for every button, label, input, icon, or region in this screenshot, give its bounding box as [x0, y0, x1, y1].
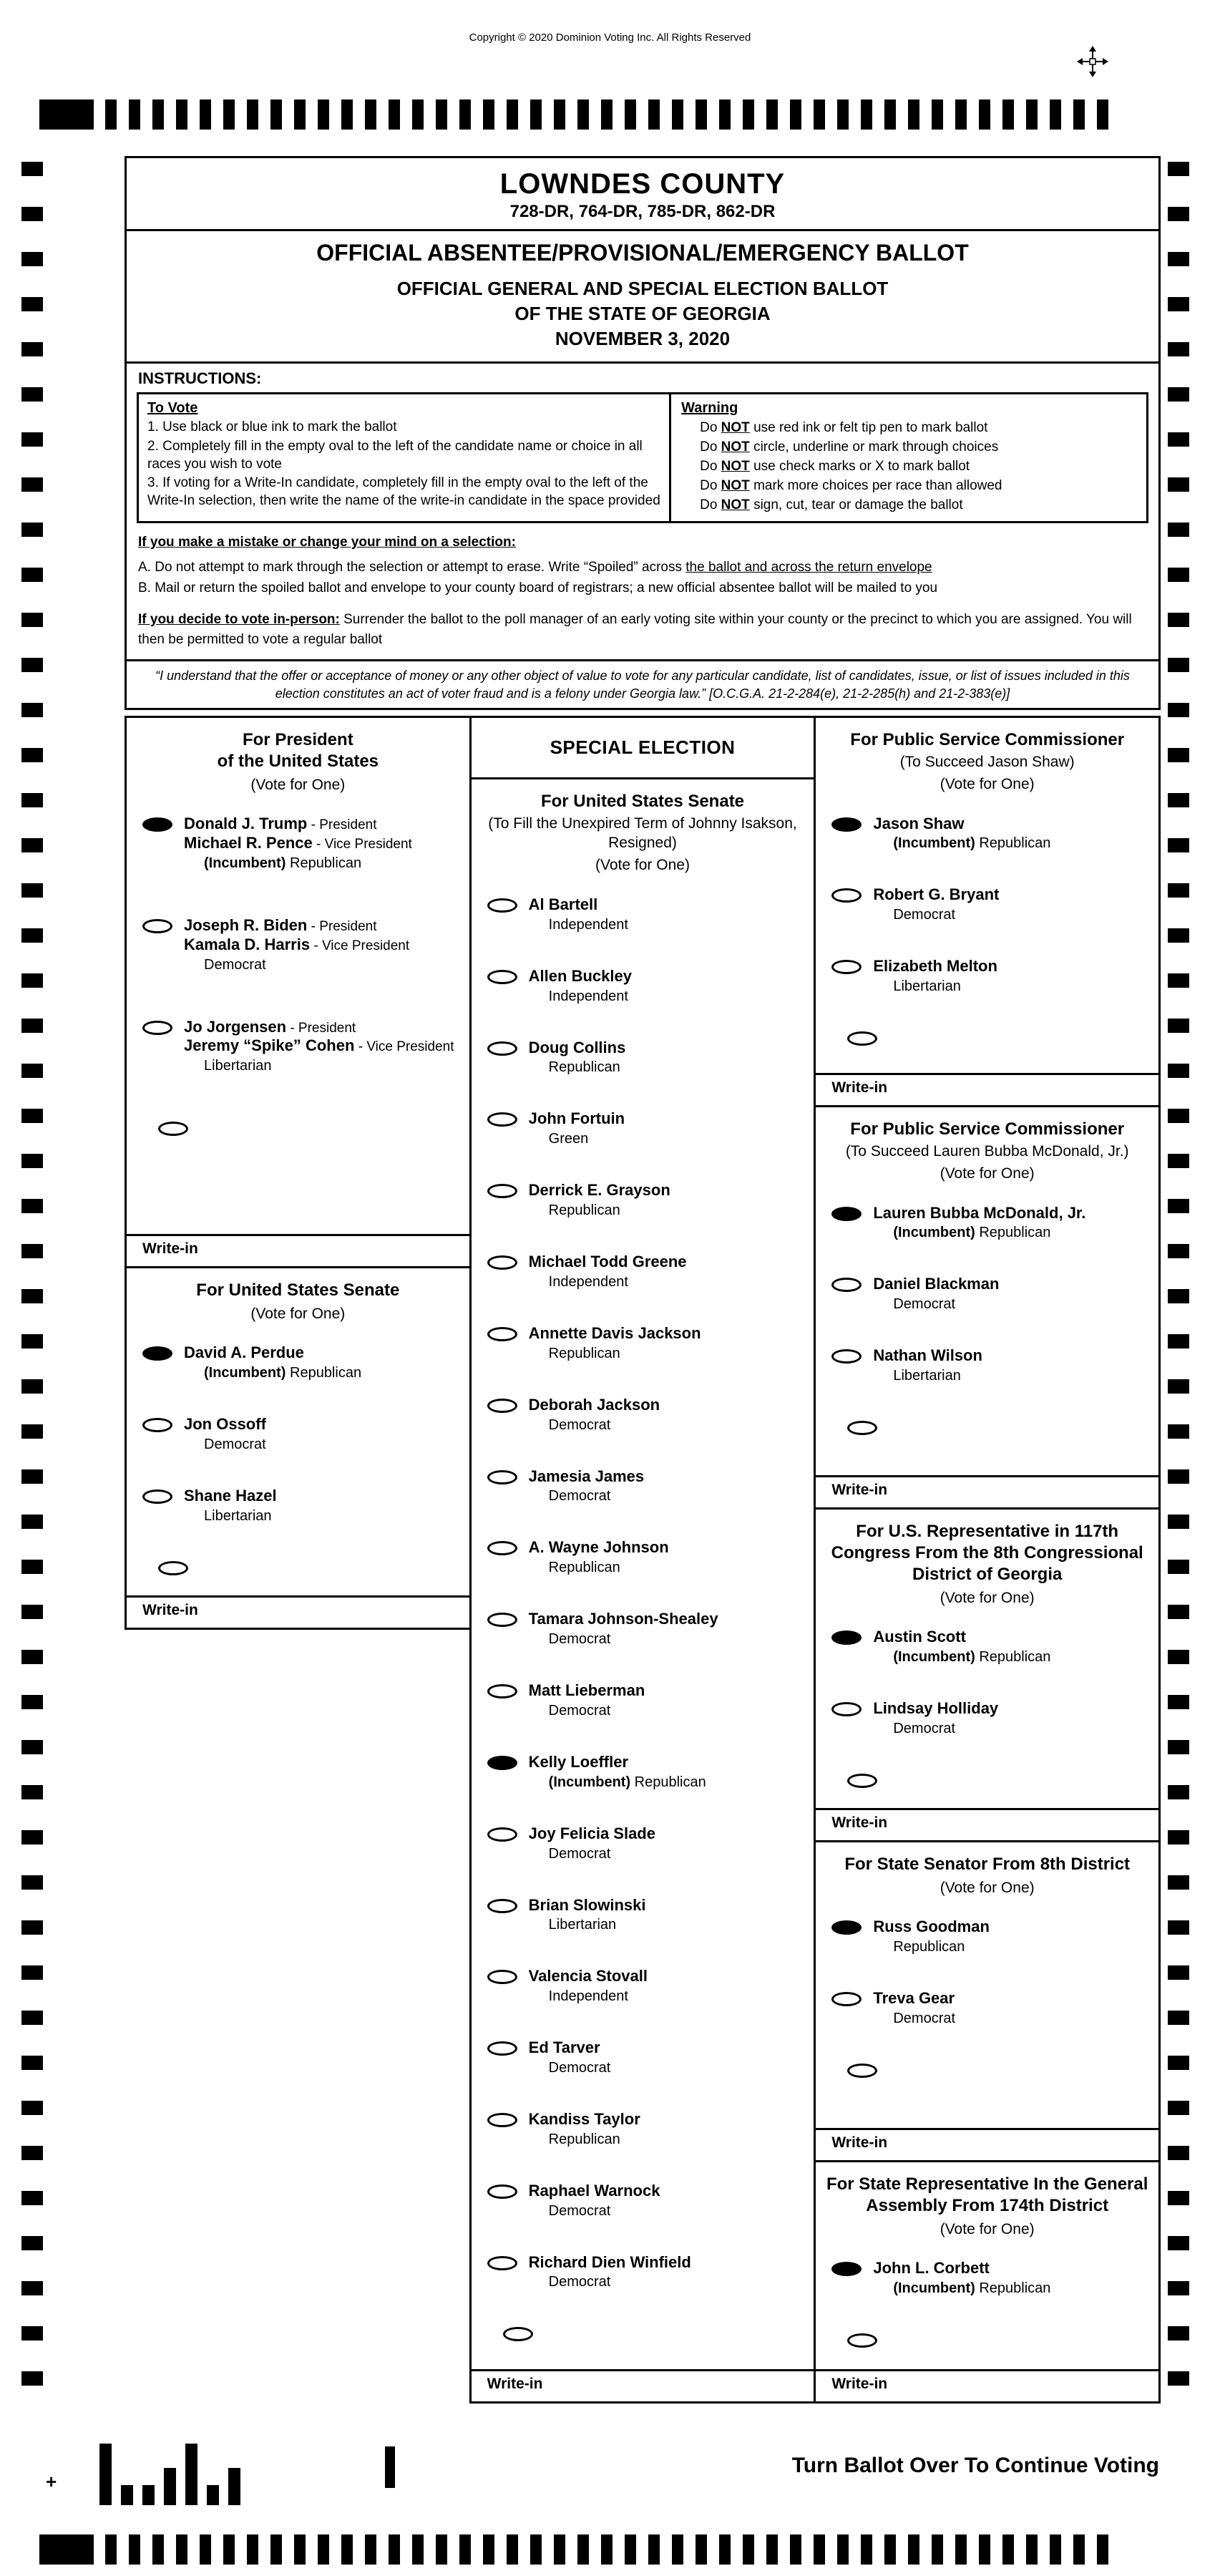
candidate-name: Joy Felicia Slade	[528, 1824, 655, 1842]
candidate-oval[interactable]	[142, 1346, 172, 1361]
warning-column	[671, 394, 1146, 521]
candidate-name: Jo Jorgensen	[184, 1017, 287, 1036]
incumbent-label: (Incumbent)	[893, 1649, 975, 1666]
candidate-name: Annette Davis Jackson	[528, 1323, 701, 1342]
warning-prefix: Do	[700, 497, 718, 513]
to-vote-item: 3. If voting for a Write-In candidate, completely fill in the empty oval to the left of the Write-In selection, then write the name of the write-in candidate in the space provided	[147, 475, 660, 509]
mistake-instructions	[138, 535, 1147, 598]
candidate-oval[interactable]	[831, 888, 862, 903]
write-in-oval[interactable]	[847, 1031, 877, 1046]
race-special-us-senate	[469, 716, 816, 2404]
candidate-party: Democrat	[204, 956, 266, 973]
race-title: For State Senator From 8th District	[844, 1854, 1131, 1874]
candidate-party: Republican	[979, 835, 1051, 852]
candidate-row	[831, 1989, 1148, 2027]
contest-column-1	[125, 716, 472, 1630]
candidate-party: Independent	[548, 1273, 628, 1290]
candidate-name: Doug Collins	[528, 1038, 626, 1056]
running-mate-office-suffix: - Vice President	[310, 938, 410, 953]
vote-for-instruction: (Vote for One)	[250, 1305, 346, 1322]
candidate-oval[interactable]	[487, 1041, 517, 1056]
race-state-senator	[814, 1840, 1161, 2162]
candidate-row	[487, 1538, 804, 1576]
race-title: For U.S. Representative in 117th Congress From the 8th Congressional District of Georgia	[831, 1521, 1143, 1584]
candidate-name: John L. Corbett	[873, 2259, 990, 2278]
candidate-name: Tamara Johnson-Shealey	[528, 1610, 718, 1628]
candidate-row	[487, 1253, 804, 1291]
candidate-party: Democrat	[893, 1720, 956, 1736]
candidate-row	[487, 1467, 804, 1505]
candidate-name: Treva Gear	[873, 1989, 955, 2008]
race-subtitle: (To Succeed Jason Shaw)	[899, 753, 1075, 770]
candidate-oval[interactable]	[487, 898, 517, 913]
candidate-oval[interactable]	[831, 1349, 862, 1364]
candidate-oval[interactable]	[142, 1021, 172, 1035]
write-in-row	[142, 1558, 459, 1575]
write-in-oval[interactable]	[158, 1561, 188, 1575]
write-in-oval[interactable]	[158, 1122, 188, 1136]
candidate-row	[487, 2038, 804, 2076]
timing-block-top-left	[39, 99, 94, 130]
warning-text: use check marks or X to mark ballot	[753, 459, 970, 475]
county-name: LOWNDES COUNTY	[499, 168, 786, 200]
running-mate-name: Kamala D. Harris	[184, 935, 311, 953]
candidate-oval[interactable]	[487, 1255, 517, 1270]
candidate-party: Republican	[290, 855, 362, 871]
warning-text: mark more choices per race than allowed	[753, 478, 1002, 494]
sequence-mark	[385, 2446, 395, 2488]
candidate-row	[831, 815, 1148, 852]
candidate-party: Libertarian	[548, 1917, 617, 1933]
race-title: For Public Service Commissioner	[850, 729, 1125, 749]
candidate-name: Allen Buckley	[528, 966, 632, 985]
candidate-name: Raphael Warnock	[528, 2181, 660, 2200]
candidate-name: Valencia Stovall	[528, 1967, 648, 1986]
candidate-oval[interactable]	[487, 1684, 517, 1698]
candidate-name: Lauren Bubba McDonald, Jr.	[873, 1203, 1086, 1222]
candidate-oval[interactable]	[487, 2113, 517, 2127]
candidate-party: Democrat	[548, 1416, 611, 1433]
candidate-party: Republican	[548, 1345, 620, 1361]
timing-marks-left	[21, 162, 43, 2396]
header-divider	[127, 229, 1158, 231]
warning-not: NOT	[721, 420, 750, 436]
incumbent-label: (Incumbent)	[204, 855, 286, 871]
in-person-instructions	[138, 610, 1147, 649]
candidate-name: Al Bartell	[528, 895, 598, 913]
candidate-oval[interactable]	[831, 1278, 862, 1292]
candidate-party: Democrat	[548, 2059, 611, 2076]
candidate-row	[487, 1396, 804, 1434]
candidate-party: Republican	[979, 1225, 1051, 1241]
warning-item	[681, 438, 1136, 457]
warning-not: NOT	[721, 439, 750, 455]
candidate-row	[831, 1628, 1148, 1666]
candidate-party: Libertarian	[893, 978, 961, 995]
in-person-title: If you decide to vote in-person:	[138, 612, 340, 628]
candidate-name: Daniel Blackman	[873, 1275, 1000, 1293]
candidate-row	[487, 2110, 804, 2148]
write-in-label: Write-in	[831, 1481, 888, 1498]
write-in-label: Write-in	[142, 1240, 198, 1257]
candidate-name: Jon Ossoff	[184, 1415, 266, 1434]
race-us-representative	[814, 1507, 1161, 1842]
write-in-label: Write-in	[142, 1601, 198, 1618]
vote-for-instruction: (Vote for One)	[940, 1589, 1035, 1606]
incumbent-label: (Incumbent)	[893, 2280, 975, 2297]
candidate-name: Robert G. Bryant	[873, 885, 1000, 904]
election-title-line2: OF THE STATE OF GEORGIA	[514, 303, 771, 325]
candidate-office-suffix: - President	[307, 817, 377, 833]
candidate-party: Republican	[979, 1649, 1051, 1666]
candidate-oval[interactable]	[831, 1207, 862, 1221]
candidate-row	[487, 1896, 804, 1934]
mistake-title: If you make a mistake or change your mind on a selection:	[138, 535, 516, 550]
warning-item	[681, 457, 1136, 477]
timing-block-bottom-left	[39, 2534, 94, 2565]
vote-for-instruction: (Vote for One)	[940, 1165, 1035, 1182]
mistake-item	[138, 558, 1147, 578]
candidate-party: Republican	[634, 1774, 706, 1790]
vote-for-instruction: (Vote for One)	[940, 776, 1035, 793]
warning-item	[681, 419, 1136, 438]
candidate-party: Republican	[893, 1939, 965, 1955]
copyright-notice: Copyright © 2020 Dominion Voting Inc. All Rights Reserved	[469, 31, 751, 44]
instructions-label: INSTRUCTIONS:	[138, 369, 262, 388]
write-in-oval[interactable]	[847, 2064, 877, 2078]
candidate-name: Kandiss Taylor	[528, 2109, 640, 2128]
race-psc-mcdonald	[814, 1105, 1161, 1510]
ballot-sheet	[125, 156, 1161, 2404]
candidate-name: John Fortuin	[528, 1109, 625, 1128]
candidate-row	[487, 1967, 804, 2005]
write-in-label: Write-in	[831, 2134, 888, 2151]
candidate-name: Shane Hazel	[184, 1486, 277, 1505]
warning-title: Warning	[681, 400, 738, 417]
candidate-name: Ed Tarver	[528, 2038, 600, 2057]
to-vote-item: 2. Completely fill in the empty oval to the left of the candidate name or choice in all races you wish to vote	[147, 438, 643, 472]
warning-item	[681, 496, 1136, 515]
vote-for-instruction: (Vote for One)	[595, 857, 690, 874]
voting-instructions-table	[137, 392, 1148, 523]
candidate-oval[interactable]	[487, 1827, 517, 1842]
candidate-party: Democrat	[548, 1631, 611, 1648]
candidate-name: Derrick E. Grayson	[528, 1181, 670, 1200]
candidate-oval[interactable]	[831, 1630, 862, 1645]
candidate-party: Republican	[548, 1202, 620, 1219]
write-in-row	[831, 1029, 1148, 1046]
write-in-row	[831, 2061, 1148, 2078]
candidate-party: Democrat	[548, 2202, 611, 2219]
candidate-row	[487, 895, 804, 933]
candidate-oval[interactable]	[487, 1327, 517, 1341]
candidate-name: A. Wayne Johnson	[528, 1538, 669, 1557]
candidate-name: Joseph R. Biden	[184, 915, 308, 934]
incumbent-label: (Incumbent)	[893, 835, 975, 852]
race-title: For Public Service Commissioner	[850, 1119, 1125, 1139]
ballot-stub-barcode	[99, 2442, 240, 2505]
running-mate-office-suffix: - Vice President	[354, 1039, 454, 1055]
to-vote-title: To Vote	[147, 400, 198, 417]
candidate-name: Jamesia James	[528, 1467, 645, 1485]
write-in-oval[interactable]	[847, 2333, 877, 2348]
candidate-party: Republican	[290, 1365, 362, 1381]
vote-for-instruction: (Vote for One)	[940, 1879, 1035, 1896]
race-state-representative	[814, 2160, 1161, 2404]
candidate-oval[interactable]	[487, 2256, 517, 2270]
candidate-row	[831, 1918, 1148, 1955]
precinct-codes: 728-DR, 764-DR, 785-DR, 862-DR	[509, 202, 776, 221]
candidate-party: Green	[548, 1131, 589, 1147]
candidate-name: Elizabeth Melton	[873, 957, 997, 976]
incumbent-label: (Incumbent)	[204, 1365, 286, 1381]
timing-marks-bottom	[105, 2534, 1120, 2565]
candidate-party: Republican	[979, 2280, 1051, 2297]
warning-text: circle, underline or mark through choices	[753, 439, 999, 455]
candidate-oval[interactable]	[487, 2041, 517, 2056]
contest-column-3	[814, 716, 1161, 2404]
race-president	[125, 716, 472, 1268]
warning-prefix: Do	[700, 439, 718, 455]
candidate-oval[interactable]	[487, 1112, 517, 1127]
candidate-oval[interactable]	[487, 1184, 517, 1198]
candidate-oval[interactable]	[487, 1756, 517, 1770]
write-in-row	[831, 1771, 1148, 1788]
candidate-oval[interactable]	[142, 817, 172, 832]
election-title	[134, 276, 1151, 351]
candidate-oval[interactable]	[487, 2184, 517, 2199]
candidate-office-suffix: - President	[307, 918, 377, 934]
candidate-party: Democrat	[893, 907, 956, 923]
timing-marks-right	[1168, 162, 1189, 2396]
candidate-oval[interactable]	[831, 817, 862, 832]
candidate-name: Deborah Jackson	[528, 1395, 660, 1414]
election-date: NOVEMBER 3, 2020	[555, 328, 731, 350]
vote-for-instruction: (Vote for One)	[250, 776, 346, 793]
candidate-row	[142, 1018, 459, 1075]
special-election-label: SPECIAL ELECTION	[472, 718, 814, 779]
race-title: For President	[242, 729, 353, 749]
mistake-item-text: B. Mail or return the spoiled ballot and envelope to your county board of registrars; a new official absentee ballot will be mailed to you	[138, 580, 938, 596]
instructions-section	[125, 361, 1161, 661]
warning-not: NOT	[721, 478, 750, 494]
candidate-oval[interactable]	[487, 970, 517, 984]
write-in-row	[831, 2330, 1148, 2348]
candidate-party: Democrat	[548, 1702, 611, 1719]
candidate-party: Libertarian	[204, 1058, 272, 1074]
candidate-oval[interactable]	[487, 1970, 517, 1984]
candidate-oval[interactable]	[487, 1613, 517, 1627]
write-in-label: Write-in	[831, 2375, 888, 2392]
mistake-item-underlined: the ballot and across the return envelope	[685, 560, 932, 575]
timing-marks-top	[105, 99, 1120, 130]
write-in-row	[831, 1418, 1148, 1435]
warning-not: NOT	[721, 459, 750, 475]
incumbent-label: (Incumbent)	[548, 1774, 631, 1790]
vote-for-instruction: (Vote for One)	[940, 2220, 1035, 2237]
warning-text: sign, cut, tear or damage the ballot	[753, 497, 963, 513]
candidate-row	[487, 1181, 804, 1219]
running-mate-office-suffix: - Vice President	[312, 837, 412, 852]
voter-fraud-notice: “I understand that the offer or acceptance of money or any other object of value to vote for any particular candidate, list of candidates, issue, or list of issues included in this election constitutes an act of voter fraud and is a felony under Georgia law.” [O.C.G.A. 21-2-284(e), 21-2-285(h) and 21-2-383(e)]	[125, 659, 1161, 710]
candidate-oval[interactable]	[142, 1418, 172, 1432]
candidate-row	[142, 815, 459, 872]
candidate-row	[831, 2259, 1148, 2297]
candidate-oval[interactable]	[142, 1489, 172, 1504]
warning-prefix: Do	[700, 420, 718, 436]
candidate-name: Michael Todd Greene	[528, 1253, 687, 1271]
warning-not: NOT	[721, 497, 750, 513]
registration-plus-mark: +	[46, 2471, 57, 2492]
candidate-office-suffix: - President	[286, 1020, 356, 1036]
candidate-row	[487, 2182, 804, 2220]
candidate-party: Republican	[548, 1560, 620, 1576]
race-title-line2: of the United States	[217, 751, 379, 771]
candidate-party: Democrat	[893, 2011, 956, 2027]
candidate-name: Nathan Wilson	[873, 1346, 982, 1365]
candidate-row	[142, 916, 459, 973]
race-title: For United States Senate	[196, 1280, 400, 1300]
warning-prefix: Do	[700, 459, 718, 475]
candidate-party: Democrat	[548, 1488, 611, 1505]
candidate-oval[interactable]	[487, 1899, 517, 1913]
candidate-row	[487, 1824, 804, 1862]
race-title: For State Representative In the General Assembly From 174th District	[826, 2174, 1148, 2215]
candidate-row	[487, 1610, 804, 1648]
candidate-row	[142, 1415, 459, 1453]
mistake-item	[138, 578, 1147, 599]
write-in-row	[487, 2324, 804, 2341]
candidate-row	[487, 967, 804, 1005]
mistake-item-text: A. Do not attempt to mark through the selection or attempt to erase. Write “Spoiled” across	[138, 560, 686, 575]
candidate-row	[831, 1204, 1148, 1242]
registration-crosshair-icon	[1077, 46, 1108, 81]
candidate-party: Independent	[548, 988, 628, 1004]
candidate-oval[interactable]	[142, 919, 172, 933]
candidate-row	[487, 1039, 804, 1076]
write-in-label: Write-in	[831, 1814, 888, 1831]
in-person-text: Surrender the ballot to the poll manager of an early voting site within your county or the precinct to which you are assigned. You will then be permitted to vote a regular ballot	[138, 612, 1132, 647]
race-subtitle: (To Succeed Lauren Bubba McDonald, Jr.)	[845, 1142, 1129, 1160]
running-mate-name: Jeremy “Spike” Cohen	[184, 1036, 355, 1055]
candidate-party: Libertarian	[893, 1368, 961, 1384]
candidate-name: Donald J. Trump	[184, 815, 308, 833]
ballot-type-title: OFFICIAL ABSENTEE/PROVISIONAL/EMERGENCY BALLOT	[316, 240, 969, 266]
candidate-name: Jason Shaw	[873, 814, 965, 832]
candidate-party: Independent	[548, 1988, 628, 2005]
write-in-label: Write-in	[487, 2375, 543, 2392]
candidate-row	[487, 1109, 804, 1147]
race-psc-shaw	[814, 716, 1161, 1107]
election-title-line1: OFFICIAL GENERAL AND SPECIAL ELECTION BALLOT	[396, 278, 889, 299]
ballot-header	[125, 156, 1161, 364]
candidate-row	[487, 2253, 804, 2291]
write-in-label: Write-in	[831, 1079, 888, 1096]
candidate-row	[831, 1346, 1148, 1384]
to-vote-column	[139, 394, 671, 521]
candidate-party: Democrat	[204, 1436, 266, 1452]
race-us-senate	[125, 1266, 472, 1630]
candidate-oval[interactable]	[487, 1470, 517, 1484]
turn-ballot-over-text: Turn Ballot Over To Continue Voting	[791, 2454, 1159, 2477]
candidate-row	[831, 1699, 1148, 1737]
candidate-party: Democrat	[548, 1845, 611, 1862]
write-in-oval[interactable]	[847, 1774, 877, 1788]
candidate-oval[interactable]	[831, 1992, 862, 2006]
write-in-oval[interactable]	[503, 2327, 533, 2341]
candidate-row	[142, 1343, 459, 1381]
candidate-row	[831, 1275, 1148, 1313]
contest-column-2	[469, 716, 816, 2404]
candidate-name: Brian Slowinski	[528, 1895, 646, 1914]
candidate-name: Richard Dien Winfield	[528, 2252, 691, 2271]
candidate-party: Independent	[548, 916, 628, 933]
candidate-row	[831, 885, 1148, 923]
candidate-party: Democrat	[893, 1296, 956, 1313]
write-in-oval[interactable]	[847, 1421, 877, 1435]
candidate-oval[interactable]	[831, 1702, 862, 1716]
race-subtitle: (To Fill the Unexpired Term of Johnny Isakson, Resigned)	[488, 815, 797, 852]
candidate-oval[interactable]	[831, 2262, 862, 2276]
candidate-oval[interactable]	[831, 1920, 862, 1935]
candidate-party: Republican	[548, 2131, 620, 2147]
candidate-oval[interactable]	[831, 960, 862, 974]
candidate-row	[831, 957, 1148, 995]
candidate-name: Lindsay Holliday	[873, 1699, 999, 1718]
race-title: For United States Senate	[540, 791, 745, 811]
candidate-name: Kelly Loeffler	[528, 1752, 629, 1771]
candidate-row	[487, 1324, 804, 1362]
candidate-oval[interactable]	[487, 1541, 517, 1555]
candidate-row	[142, 1487, 459, 1525]
warning-prefix: Do	[700, 478, 718, 494]
candidate-name: Matt Lieberman	[528, 1681, 645, 1700]
candidate-party: Libertarian	[204, 1507, 272, 1524]
candidate-name: Austin Scott	[873, 1628, 966, 1646]
incumbent-label: (Incumbent)	[893, 1225, 975, 1241]
candidate-row	[487, 1681, 804, 1719]
warning-item	[681, 477, 1136, 496]
contest-columns	[125, 716, 1161, 2404]
write-in-row	[142, 1119, 459, 1136]
candidate-oval[interactable]	[487, 1399, 517, 1413]
candidate-party: Republican	[548, 1059, 620, 1076]
warning-text: use red ink or felt tip pen to mark ballot	[753, 420, 988, 436]
candidate-name: Russ Goodman	[873, 1918, 990, 1936]
candidate-party: Democrat	[548, 2274, 611, 2290]
running-mate-name: Michael R. Pence	[184, 834, 313, 852]
candidate-row	[487, 1753, 804, 1791]
to-vote-item: 1. Use black or blue ink to mark the ballot	[147, 419, 397, 435]
candidate-name: David A. Perdue	[184, 1343, 304, 1362]
